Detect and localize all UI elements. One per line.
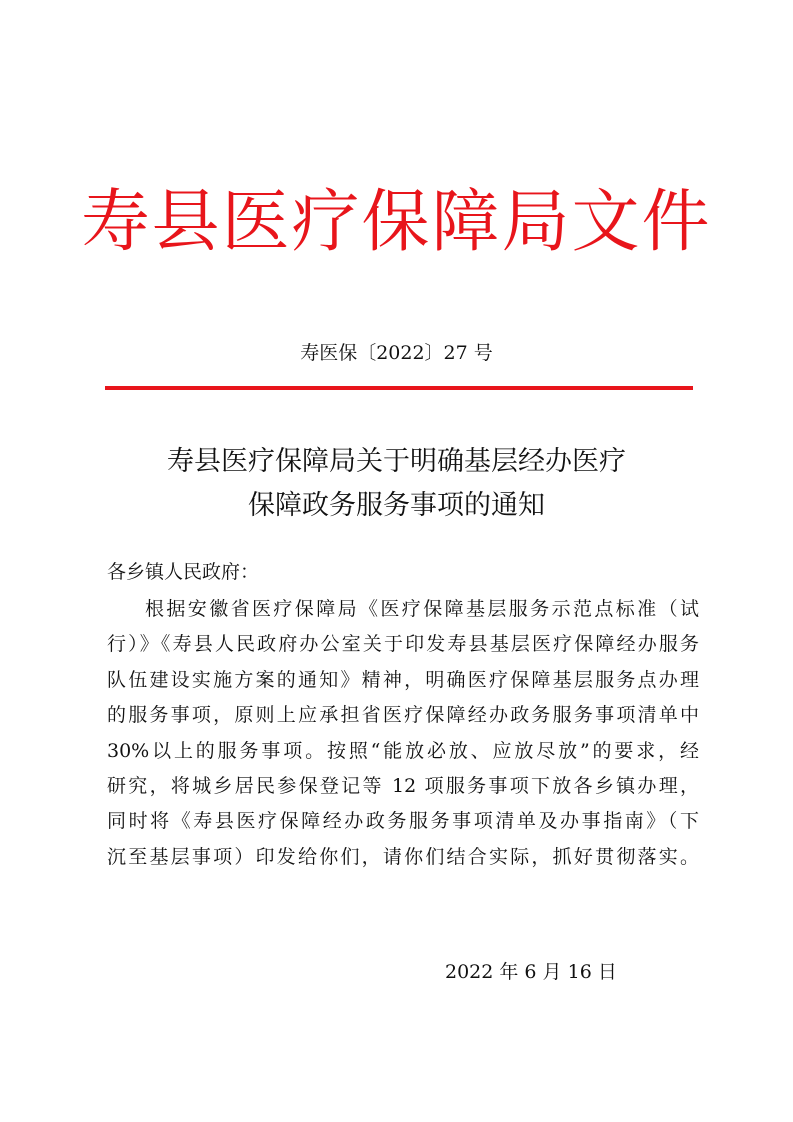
document-header-title: 寿县医疗保障局文件 <box>81 183 712 262</box>
addressee: 各乡镇人民政府： <box>107 561 260 583</box>
body-line: 研究，将城乡居民参保登记等 12 项服务事项下放各乡镇办理， <box>107 774 699 797</box>
body-line: 行）》《寿县人民政府办公室关于印发寿县基层医疗保障经办服务 <box>107 633 699 656</box>
red-separator-line <box>105 386 693 390</box>
body-paragraph <box>107 592 699 875</box>
body-line: 沉至基层事项）印发给你们，请你们结合实际，抓好贯彻落实。 <box>107 845 699 868</box>
body-line: 队伍建设实施方案的通知》精神，明确医疗保障基层服务点办理 <box>107 668 699 691</box>
notice-title-line-2: 保障政务服务事项的通知 <box>248 490 545 521</box>
body-line: 的服务事项，原则上应承担省医疗保障经办政务服务事项清单中 <box>107 704 699 727</box>
body-line: 同时将《寿县医疗保障经办政务服务事项清单及办事指南》（下 <box>107 810 699 833</box>
notice-title <box>0 440 793 528</box>
notice-title-line-1: 寿县医疗保障局关于明确基层经办医疗 <box>167 446 626 477</box>
body-line: 30%以上的服务事项。按照“能放必放、应放尽放”的要求，经 <box>107 739 699 762</box>
body-line: 根据安徽省医疗保障局《医疗保障基层服务示范点标准（试 <box>145 598 699 620</box>
document-date: 2022 年 6 月 16 日 <box>445 961 617 983</box>
document-number: 寿医保〔2022〕27 号 <box>300 342 493 364</box>
